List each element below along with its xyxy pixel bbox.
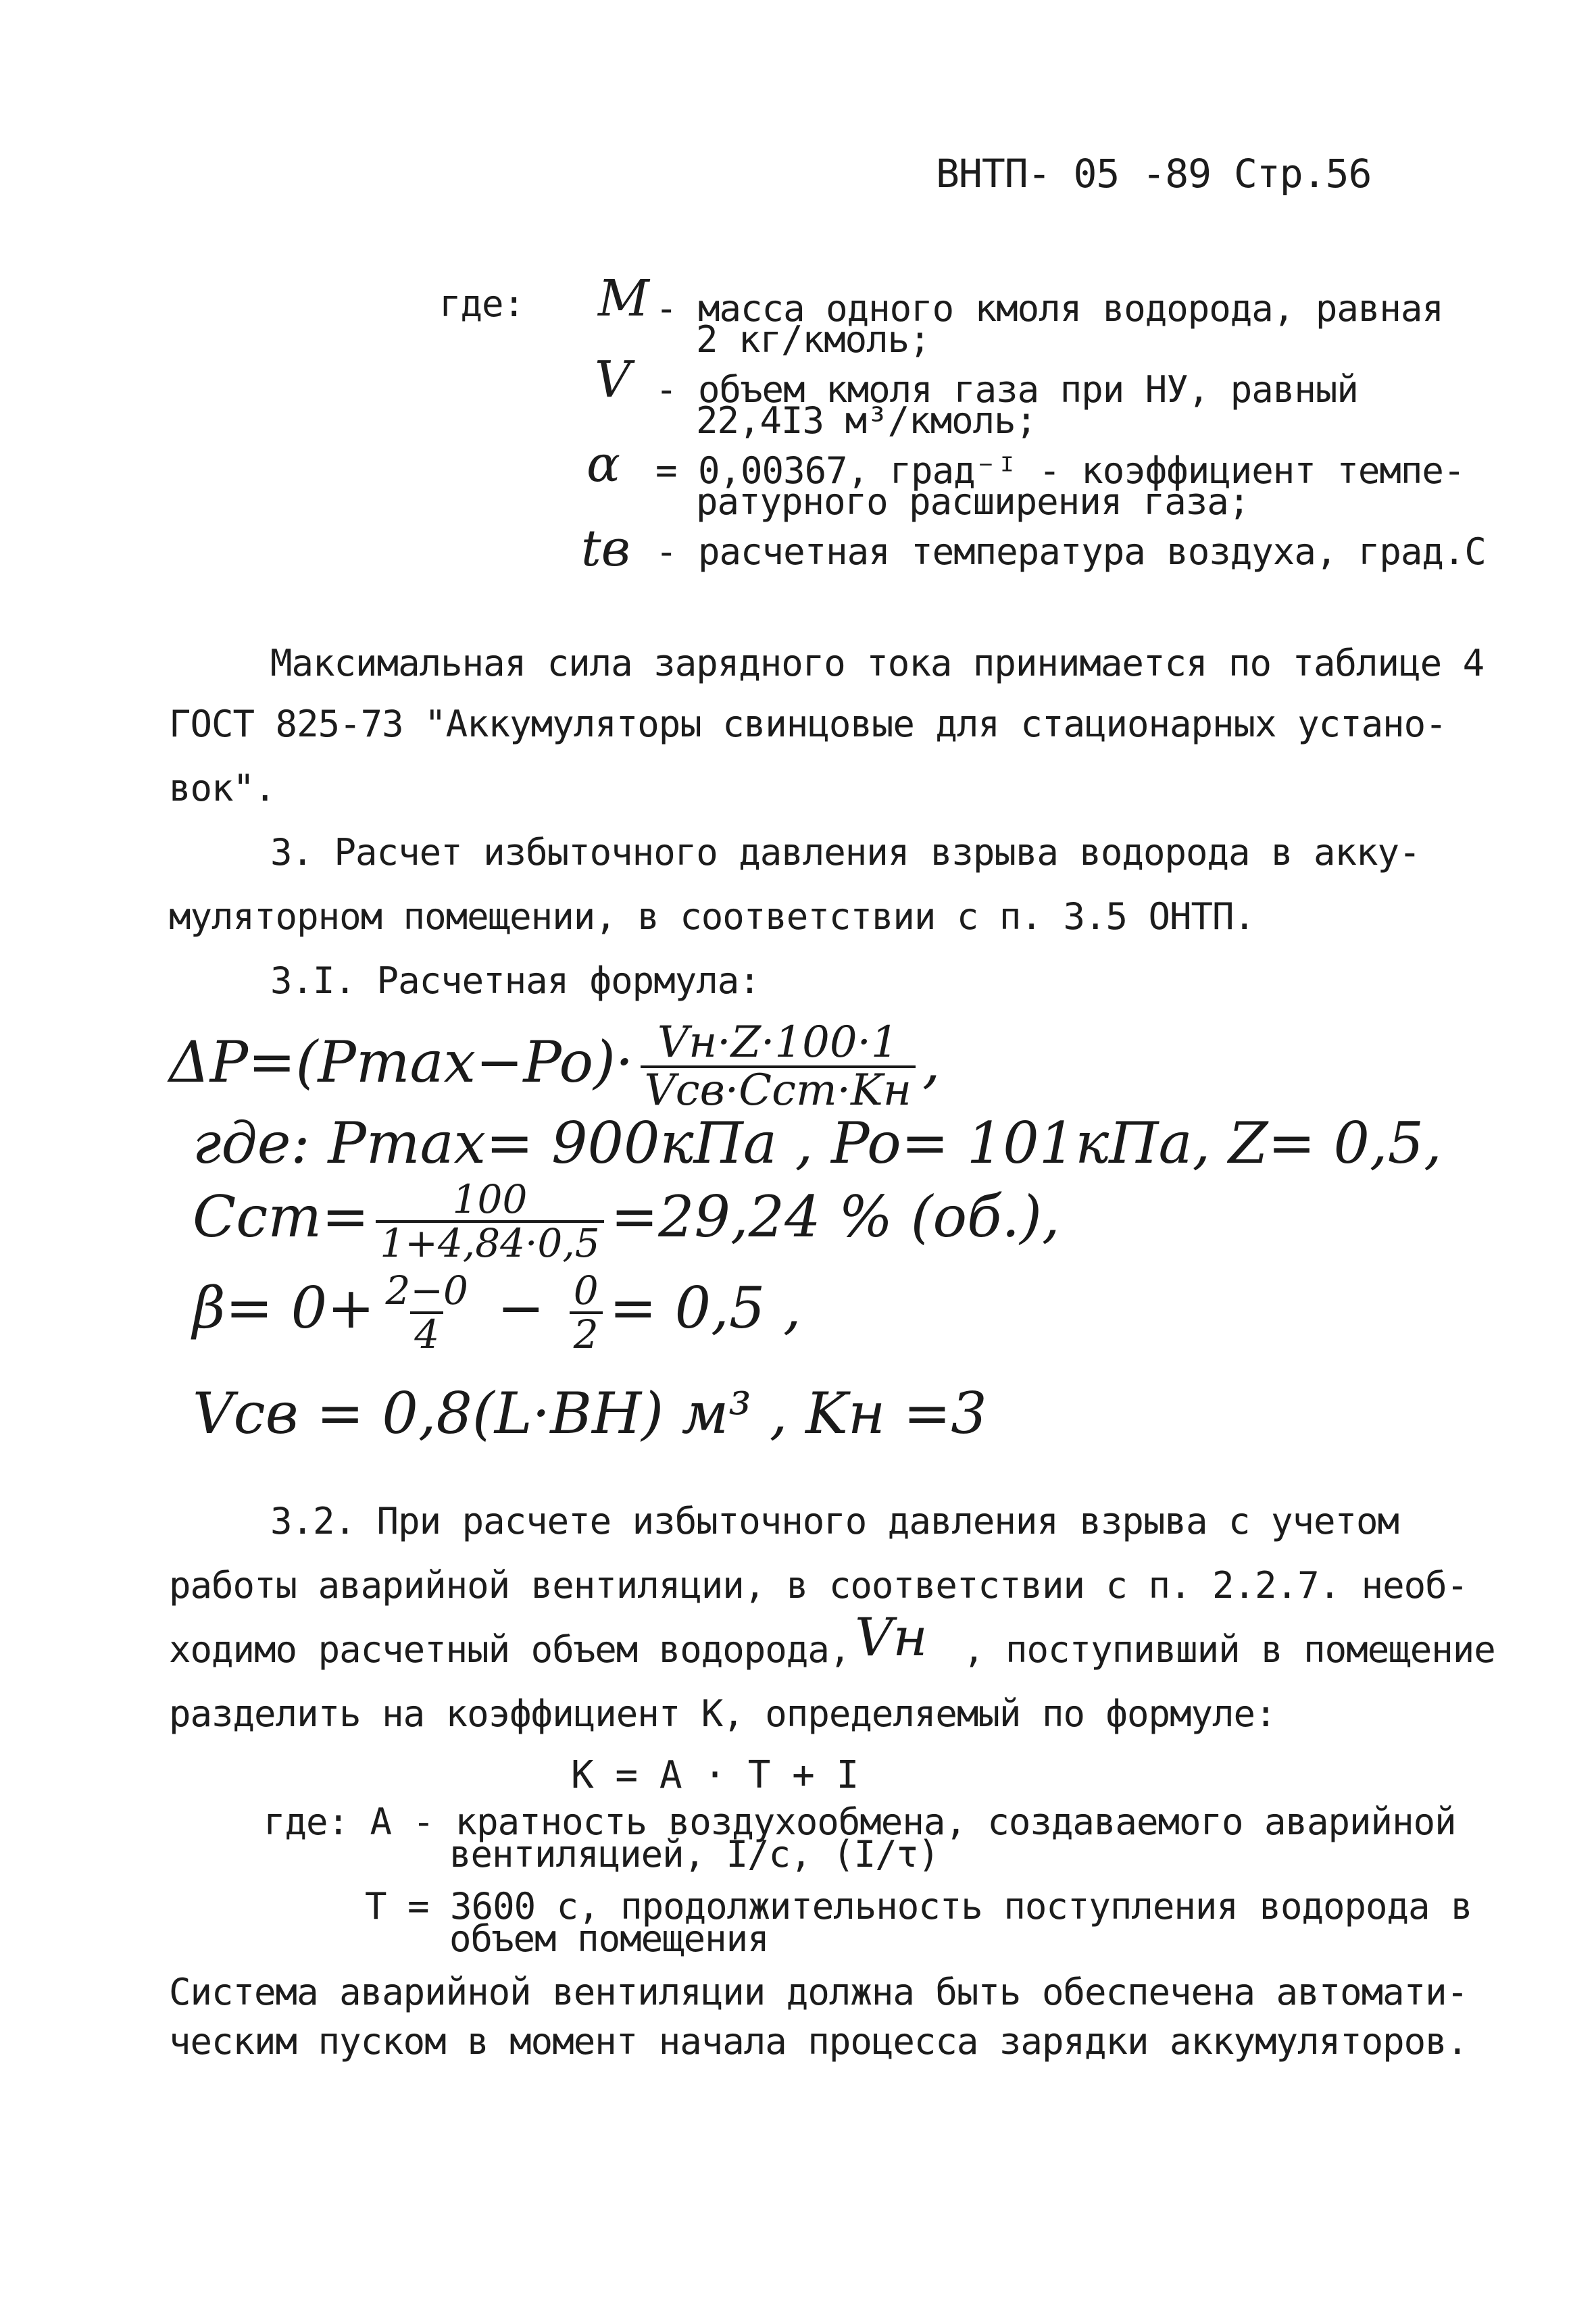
formula-params: где: Pmax= 900кПа , Po= 101кПа, Z= 0,5, — [193, 1110, 1442, 1176]
formula-fraction — [641, 1017, 916, 1116]
formula-numerator: Vн·Z·100·1 — [657, 1017, 899, 1067]
symbol-vn: Vн — [855, 1607, 928, 1668]
final-paragraph-line2: ческим пуском в момент начала процесса зарядки аккумуляторов. — [169, 2020, 1468, 2063]
formula-cst — [193, 1176, 1060, 1266]
formula-lhs: ΔP=(Pmax−Po)· — [169, 1029, 634, 1096]
paragraph-line: вок". — [169, 767, 276, 809]
def-v-line1: - объем кмоля газа при НУ, равный — [655, 368, 1358, 411]
formula-main — [169, 1017, 941, 1116]
section-3-2-line: 3.2. При расчете избыточного давления взрыва с учетом — [270, 1500, 1399, 1542]
cst-lhs: Cст= — [193, 1183, 370, 1250]
beta-minus: − — [478, 1274, 563, 1341]
section-3-title: 3. Расчет избыточного давления взрыва водорода в акку- — [270, 831, 1420, 874]
beta-rhs: = 0,5 , — [609, 1274, 801, 1341]
def-m-line1: - масса одного кмоля водорода, равная — [655, 287, 1443, 330]
paragraph-line: ходимо расчетный объем водорода, — [169, 1628, 851, 1671]
where-t-line2: объем помещения — [449, 1917, 769, 1960]
symbol-m: M — [598, 270, 649, 328]
beta-den-1: 4 — [410, 1311, 443, 1355]
where-a-line2: вентиляцией, I/с, (I/τ) — [449, 1833, 939, 1876]
paragraph-line: разделить на коэффициент К, определяемый по формуле: — [169, 1692, 1276, 1735]
final-paragraph-line1: Система аварийной вентиляции должна быть обеспечена автомати- — [169, 1971, 1468, 2013]
formula-denominator: Vсв·Cст·Kн — [641, 1065, 916, 1113]
paragraph-line: , поступивший в помещение — [963, 1628, 1495, 1671]
page-header: ВНТП- 05 -89 Стр.56 — [936, 151, 1372, 197]
symbol-tv: tв — [581, 520, 630, 578]
paragraph-line: Максимальная сила зарядного тока принимается по таблице 4 — [270, 642, 1485, 684]
formula-vsv: Vсв = 0,8(L·BH) м³ , Kн =3 — [193, 1380, 987, 1447]
cst-numerator: 100 — [452, 1176, 528, 1222]
def-alpha-line1: = 0,00367, град⁻ᴵ - коэффициент темпе- — [655, 449, 1465, 492]
def-v-line2: 22,4I3 м³/кмоль; — [696, 399, 1037, 442]
paragraph-line: муляторном помещении, в соответствии с п. 3.5 ОНТП. — [169, 895, 1255, 938]
paragraph-line: ГОСТ 825-73 "Аккумуляторы свинцовые для стационарных устано- — [169, 703, 1447, 745]
beta-fraction-1 — [381, 1267, 472, 1357]
symbol-alpha: α — [587, 435, 620, 493]
symbol-v: V — [595, 351, 631, 409]
beta-fraction-2 — [570, 1267, 603, 1357]
beta-lhs: β= 0+ — [193, 1274, 375, 1341]
where-a-line1: где: А - кратность воздухообмена, создаваемого аварийной — [264, 1801, 1456, 1843]
cst-rhs: =29,24 % (об.), — [610, 1183, 1060, 1250]
cst-fraction — [376, 1176, 603, 1266]
def-alpha-line2: ратурного расширения газа; — [696, 480, 1250, 523]
beta-den-2: 2 — [570, 1311, 603, 1355]
where-t-line1: Т = 3600 с, продолжительность поступления водорода в — [365, 1885, 1472, 1928]
where-label: где: — [439, 282, 525, 325]
formula-comma: , — [922, 1029, 941, 1096]
formula-beta — [193, 1267, 801, 1357]
beta-num-2: 0 — [573, 1267, 599, 1313]
section-3-1-heading: 3.I. Расчетная формула: — [270, 959, 760, 1002]
beta-num-1: 2−0 — [385, 1267, 468, 1313]
def-m-line2: 2 кг/кмоль; — [696, 318, 930, 361]
cst-denominator: 1+4,84·0,5 — [376, 1220, 603, 1264]
paragraph-line: работы аварийной вентиляции, в соответствии с п. 2.2.7. необ- — [169, 1564, 1468, 1607]
def-tv-line1: - расчетная температура воздуха, град.С — [655, 530, 1486, 573]
k-formula: К = А · Т + I — [571, 1753, 859, 1797]
